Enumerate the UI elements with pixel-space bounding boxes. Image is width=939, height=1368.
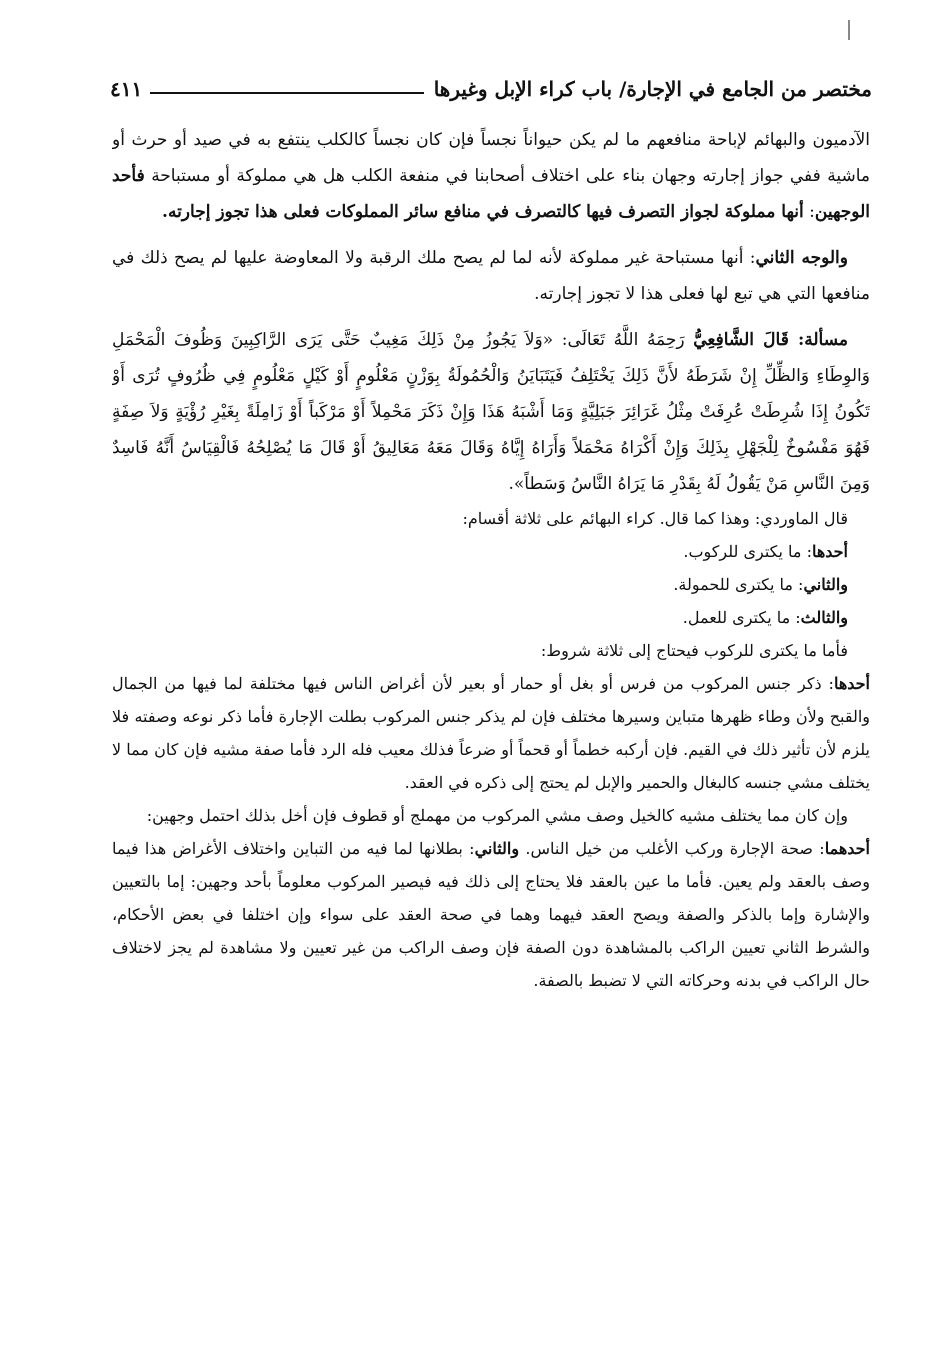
paragraph-6-text: : ذكر جنس المركوب من فرس أو بغل أو حمار أو بعير لأن أغراض الناس فيها مختلفة لما فيها من الجمال والقبح ولأن وطاء ظهرها متباين وسيرها مختلف فإن لم يذكر جنس المركوب بطلت الإجارة فأما ذكر نوعه وصفته فلا يلزم لأن تأثير ذلك في القيم. فإن أركبه خطماً أو قحماً أو ضرعاً فذلك معيب فله الرد فأما صفة مشيه فإن كان مما لا يختلف مشي جنسه كالبغال والحمير والإبل لم يحتج إلى ذكره في العقد. bbox=[112, 674, 870, 792]
paragraph-8-bold-a: أحدهما bbox=[824, 839, 870, 858]
list-item-2 bbox=[112, 568, 870, 601]
paragraph-8-text-b: : بطلانها لما فيه من التباين واختلاف الأغراض هذا فيما وصف بالعقد ولم يعين. فأما ما عين بالعقد فلا يحتاج إلى ذلك فيه فيصير المركوب معلوماً بأحد وجهين: إما بالتعيين والإشارة وإما بالذكر والصفة ويصح العقد فيهما وهما في صحة العقد على سواء وإن اختلفا في بعض الأحكام، والشرط الثاني تعيين الراكب بالمشاهدة دون الصفة فإن وصف الراكب من غير تعيين ولا مشاهدة لم يجز لاختلاف حال الراكب في بدنه وحركاته التي لا تضبط بالصفة. bbox=[112, 839, 870, 990]
list-item-3-text: : ما يكترى للعمل. bbox=[682, 608, 801, 627]
page-number: ٤١١ bbox=[110, 77, 143, 101]
paragraph-1-bold-a: فأحد الوجهين bbox=[112, 166, 870, 222]
paragraph-1-text-a: الآدميون والبهائم لإباحة منافعهم ما لم يكن حيواناً نجساً فإن كان نجساً كالكلب ينتفع به في صيد أو حرث أو ماشية ففي جواز إجارته وجهان بناء على اختلاف أصحابنا في منفعة الكلب هل هي مملوكة أو مستباحة bbox=[112, 130, 870, 186]
list-item-1-bold: أحدها bbox=[811, 542, 848, 561]
paragraph-3-masala bbox=[112, 322, 870, 502]
paragraph-2-text: : أنها مستباحة غير مملوكة لأنه لما لم يصح ملك الرقبة ولا المعاوضة عليها لم يصح ذلك في منافعها التي هي تبع لها فعلى هذا لا تجوز إجارته. bbox=[112, 248, 870, 304]
list-item-3 bbox=[112, 601, 870, 634]
paragraph-1-text-b: : bbox=[803, 202, 815, 222]
paragraph-1-bold-b: أنها مملوكة لجواز التصرف فيها كالتصرف في منافع سائر المملوكات فعلى هذا تجوز إجارته. bbox=[162, 202, 804, 222]
paragraph-6 bbox=[112, 667, 870, 799]
paragraph-8-bold-b: والثاني bbox=[474, 839, 520, 858]
list-item-1-text: : ما يكترى للركوب. bbox=[683, 542, 812, 561]
paragraph-2 bbox=[112, 240, 870, 312]
paragraph-3-bold: مسألة: قَالَ الشَّافِعِيُّ bbox=[693, 330, 848, 350]
paragraph-2-bold: والوجه الثاني bbox=[755, 248, 848, 268]
header-rule bbox=[150, 92, 424, 94]
paragraph-3-text: رَحِمَهُ اللَّهُ تَعَالَى: «وَلاَ يَجُوزُ مِنْ ذَلِكَ مَغِيبٌ حَتَّى يَرَى الرَّاكِبِينَ وَظُوفَ الْمَحْمَلِ وَالوِطَاءِ وَالظِّلِّ إِنْ شَرَطَهُ لأَنَّ ذَلِكَ يَخْتَلِفُ فَيَتَبَايَنُ وَالْحُمُولَةُ بِوَزْنٍ مَعْلُومٍ أَوْ كَيْلٍ مَعْلُومٍ فِي ظُرُوفٍ تُرَى أَوْ تَكُونُ إِذَا شُرِطَتْ عُرِفَتْ مِثْلُ غَرَائِرَ جَبَلِيَّةٍ وَمَا أَشْبَهُ هَذَا وَإِنْ ذَكَرَ مَحْمِلاً أَوْ مَرْكَباً أَوْ زَامِلَةً بِغَيْرِ رُؤْيَةٍ وَلاَ صِفَةٍ فَهُوَ مَفْسُوخٌ لِلْجَهْلِ بِذَلِكَ وَإِنْ أَكْرَاهُ مَحْمَلاً وَأَرَاهُ إِيَّاهُ وَقَالَ مَعَهُ مَعَالِيقُ أَوْ قَالَ مَا يُصْلِحُهُ فَالْقِيَاسُ أَنَّهُ فَاسِدٌ وَمِنَ النَّاسِ مَنْ يَقُولُ لَهُ بِقَدْرِ مَا يَرَاهُ النَّاسُ وَسَطاً». bbox=[112, 330, 870, 494]
paragraph-8-text-a: : صحة الإجارة وركب الأغلب من خيل الناس. bbox=[519, 839, 825, 858]
header-title: مختصر من الجامع في الإجارة/ باب كراء الإبل وغيرها bbox=[433, 77, 872, 101]
list-item-2-bold: والثاني bbox=[803, 575, 848, 594]
list-item-3-bold: والثالث bbox=[800, 608, 848, 627]
page-body bbox=[112, 122, 870, 1356]
list-item-1 bbox=[112, 535, 870, 568]
list-item-2-text: : ما يكترى للحمولة. bbox=[673, 575, 804, 594]
paragraph-1 bbox=[112, 122, 870, 230]
paragraph-7: وإن كان مما يختلف مشيه كالخيل وصف مشي المركوب من مهملج أو قطوف فإن أخل بذلك احتمل وجهين: bbox=[146, 806, 848, 825]
paragraph-4: قال الماوردي: وهذا كما قال. كراء البهائم على ثلاثة أقسام: bbox=[462, 509, 848, 528]
paragraph-6-bold: أحدها bbox=[833, 674, 870, 693]
paragraph-8 bbox=[112, 832, 870, 997]
margin-mark bbox=[848, 20, 850, 40]
paragraph-5: فأما ما يكترى للركوب فيحتاج إلى ثلاثة شروط: bbox=[540, 641, 848, 660]
running-header bbox=[110, 74, 872, 106]
